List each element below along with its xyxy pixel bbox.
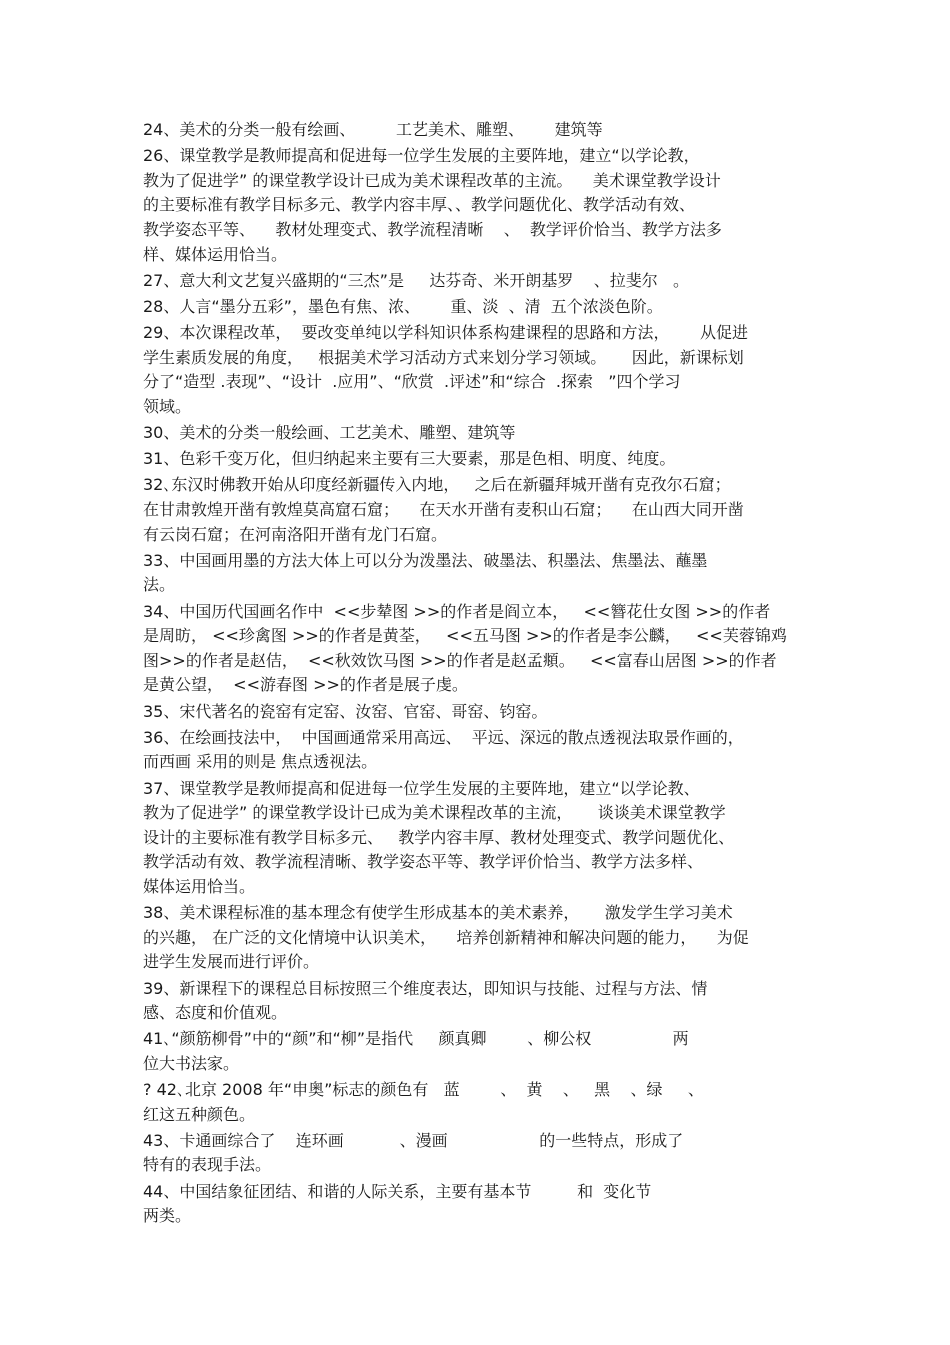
text-line: 39、新课程下的课程总目标按照三个维度表达，即知识与技能、过程与方法、情 — [143, 978, 708, 998]
paragraph-q28 — [143, 295, 808, 320]
text-line: 教学活动有效、教学流程清晰、教学姿态平等、教学评价恰当、教学方法多样、 — [143, 852, 704, 872]
paragraph-q41 — [143, 1027, 808, 1076]
text-line: 教为了促进学” 的课堂教学设计已成为美术课程改革的主流， 谈谈美术课堂教学 — [143, 803, 726, 823]
text-line: 41､“颜筋柳骨”中的“颜”和“柳”是指代 颜真卿 、柳公权 两 — [143, 1029, 689, 1049]
text-line: 教为了促进学” 的课堂教学设计已成为美术课程改革的主流。 美术课堂教学设计 — [143, 170, 721, 190]
paragraph-q29 — [143, 321, 808, 419]
text-line: 样、媒体运用恰当。 — [143, 244, 288, 264]
text-line: 30、美术的分类一般绘画、工艺美术、雕塑、建筑等 — [143, 423, 516, 443]
paragraph-q37 — [143, 777, 808, 900]
text-line: 分了“造型 .表现”、“设计 .应用”、“欣赏 .评述”和“综合 .探索 ”四个学习 — [143, 372, 681, 392]
text-line: 32､东汉时佛教开始从印度经新疆传入内地， 之后在新疆拜城开凿有克孜尔石窟； — [143, 475, 731, 495]
text-line: 24、美术的分类一般有绘画、 工艺美术、雕塑、 建筑等 — [143, 120, 603, 139]
text-line: 28、人言“墨分五彩”，墨色有焦、浓、 重、淡 、清 五个浓淡色阶。 — [143, 296, 663, 316]
paragraph-q34 — [143, 600, 808, 698]
text-line: 设计的主要标准有教学目标多元、 教学内容丰厚、教材处理变式、教学问题优化、 — [143, 827, 735, 847]
text-line: 的主要标准有教学目标多元、教学内容丰厚、、教学问题优化、教学活动有效、 — [143, 195, 696, 215]
text-line: 36、在绘画技法中， 中国画通常采用高远、 平远、深远的散点透视法取景作画的， — [143, 727, 744, 747]
text-line: 27、意大利文艺复兴盛期的“三杰”是 达芬奇、米开朗基罗 、拉斐尔 。 — [143, 270, 689, 290]
paragraph-q39 — [143, 977, 808, 1026]
paragraph-q38 — [143, 901, 808, 975]
paragraph-q35 — [143, 700, 808, 725]
text-line: 法。 — [143, 575, 176, 595]
text-line: 33、中国画用墨的方法大体上可以分为泼墨法、破墨法、积墨法、焦墨法、蘸墨 — [143, 550, 708, 570]
text-line: 44、中国结象征团结、和谐的人际关系，主要有基本节 和 变化节 — [143, 1181, 652, 1201]
paragraph-q31 — [143, 447, 808, 472]
text-line: 位大书法家。 — [143, 1053, 240, 1073]
text-line: 领域。 — [143, 396, 192, 416]
text-line: 是黄公望， <<游春图 >>的作者是展子虔。 — [143, 675, 468, 695]
text-line: 34、中国历代国画名作中 <<步辇图 >>的作者是阎立本， <<簪花仕女图 >>的作者 — [143, 601, 771, 621]
text-line: 特有的表现手法。 — [143, 1155, 272, 1175]
text-line: 媒体运用恰当。 — [143, 876, 256, 896]
paragraph-q30 — [143, 421, 808, 446]
text-line: 35、宋代著名的瓷窑有定窑、汝窑、官窑、哥窑、钧窑。 — [143, 701, 548, 721]
paragraph-q42 — [143, 1078, 808, 1127]
text-line: 37、课堂教学是教师提高和促进每一位学生发展的主要阵地，建立“以学论教、 — [143, 778, 700, 798]
text-line: 38、美术课程标准的基本理念有使学生形成基本的美术素养， 激发学生学习美术 — [143, 903, 733, 923]
text-line: 有云岗石窟；在河南洛阳开凿有龙门石窟。 — [143, 524, 448, 544]
text-line: 43、卡通画综合了 连环画 、漫画 的一些特点，形成了 — [143, 1130, 684, 1150]
paragraph-q27 — [143, 269, 808, 294]
text-line: 进学生发展而进行评价。 — [143, 952, 320, 972]
paragraph-q24 — [143, 118, 808, 143]
text-line: 的兴趣， 在广泛的文化情境中认识美术， 培养创新精神和解决问题的能力， 为促 — [143, 927, 749, 947]
paragraph-q44 — [143, 1180, 808, 1229]
paragraph-q33 — [143, 549, 808, 598]
text-line: 学生素质发展的角度， 根据美术学习活动方式来划分学习领域。 因此，新课标划 — [143, 347, 744, 367]
paragraph-q32 — [143, 473, 808, 547]
text-line: 26、课堂教学是教师提高和促进每一位学生发展的主要阵地，建立“以学论教， — [143, 146, 700, 166]
paragraph-q36 — [143, 726, 808, 775]
paragraph-q26 — [143, 144, 808, 267]
text-line: 红这五种颜色。 — [143, 1104, 256, 1124]
text-line: 而西画 采用的则是 焦点透视法。 — [143, 752, 378, 772]
text-line: ? 42､北京 2008 年“申奥”标志的颜色有 蓝 、 黄 、 黑 、绿 、 — [143, 1080, 704, 1100]
text-line: 教学姿态平等、 教材处理变式、教学流程清晰 、 教学评价恰当、教学方法多 — [143, 219, 722, 239]
paragraph-q43 — [143, 1129, 808, 1178]
text-line: 在甘肃敦煌开凿有敦煌莫高窟石窟； 在天水开凿有麦积山石窟； 在山西大同开凿 — [143, 500, 744, 520]
text-line: 感、态度和价值观。 — [143, 1003, 288, 1023]
text-line: 两类。 — [143, 1206, 192, 1226]
text-line: 29、本次课程改革， 要改变单纯以学科知识体系构建课程的思路和方法， 从促进 — [143, 323, 749, 343]
text-line: 31、色彩千变万化，但归纳起来主要有三大要素，那是色相、明度、纯度。 — [143, 449, 676, 469]
document-body — [143, 118, 808, 1229]
text-line: 图>>的作者是赵佶， <<秋效饮马图 >>的作者是赵孟頫。 <<富春山居图 >>的作者 — [143, 650, 777, 670]
text-line: 是周昉， <<珍禽图 >>的作者是黄荃， <<五马图 >>的作者是李公麟， <<芙蓉锦鸡 — [143, 626, 787, 646]
